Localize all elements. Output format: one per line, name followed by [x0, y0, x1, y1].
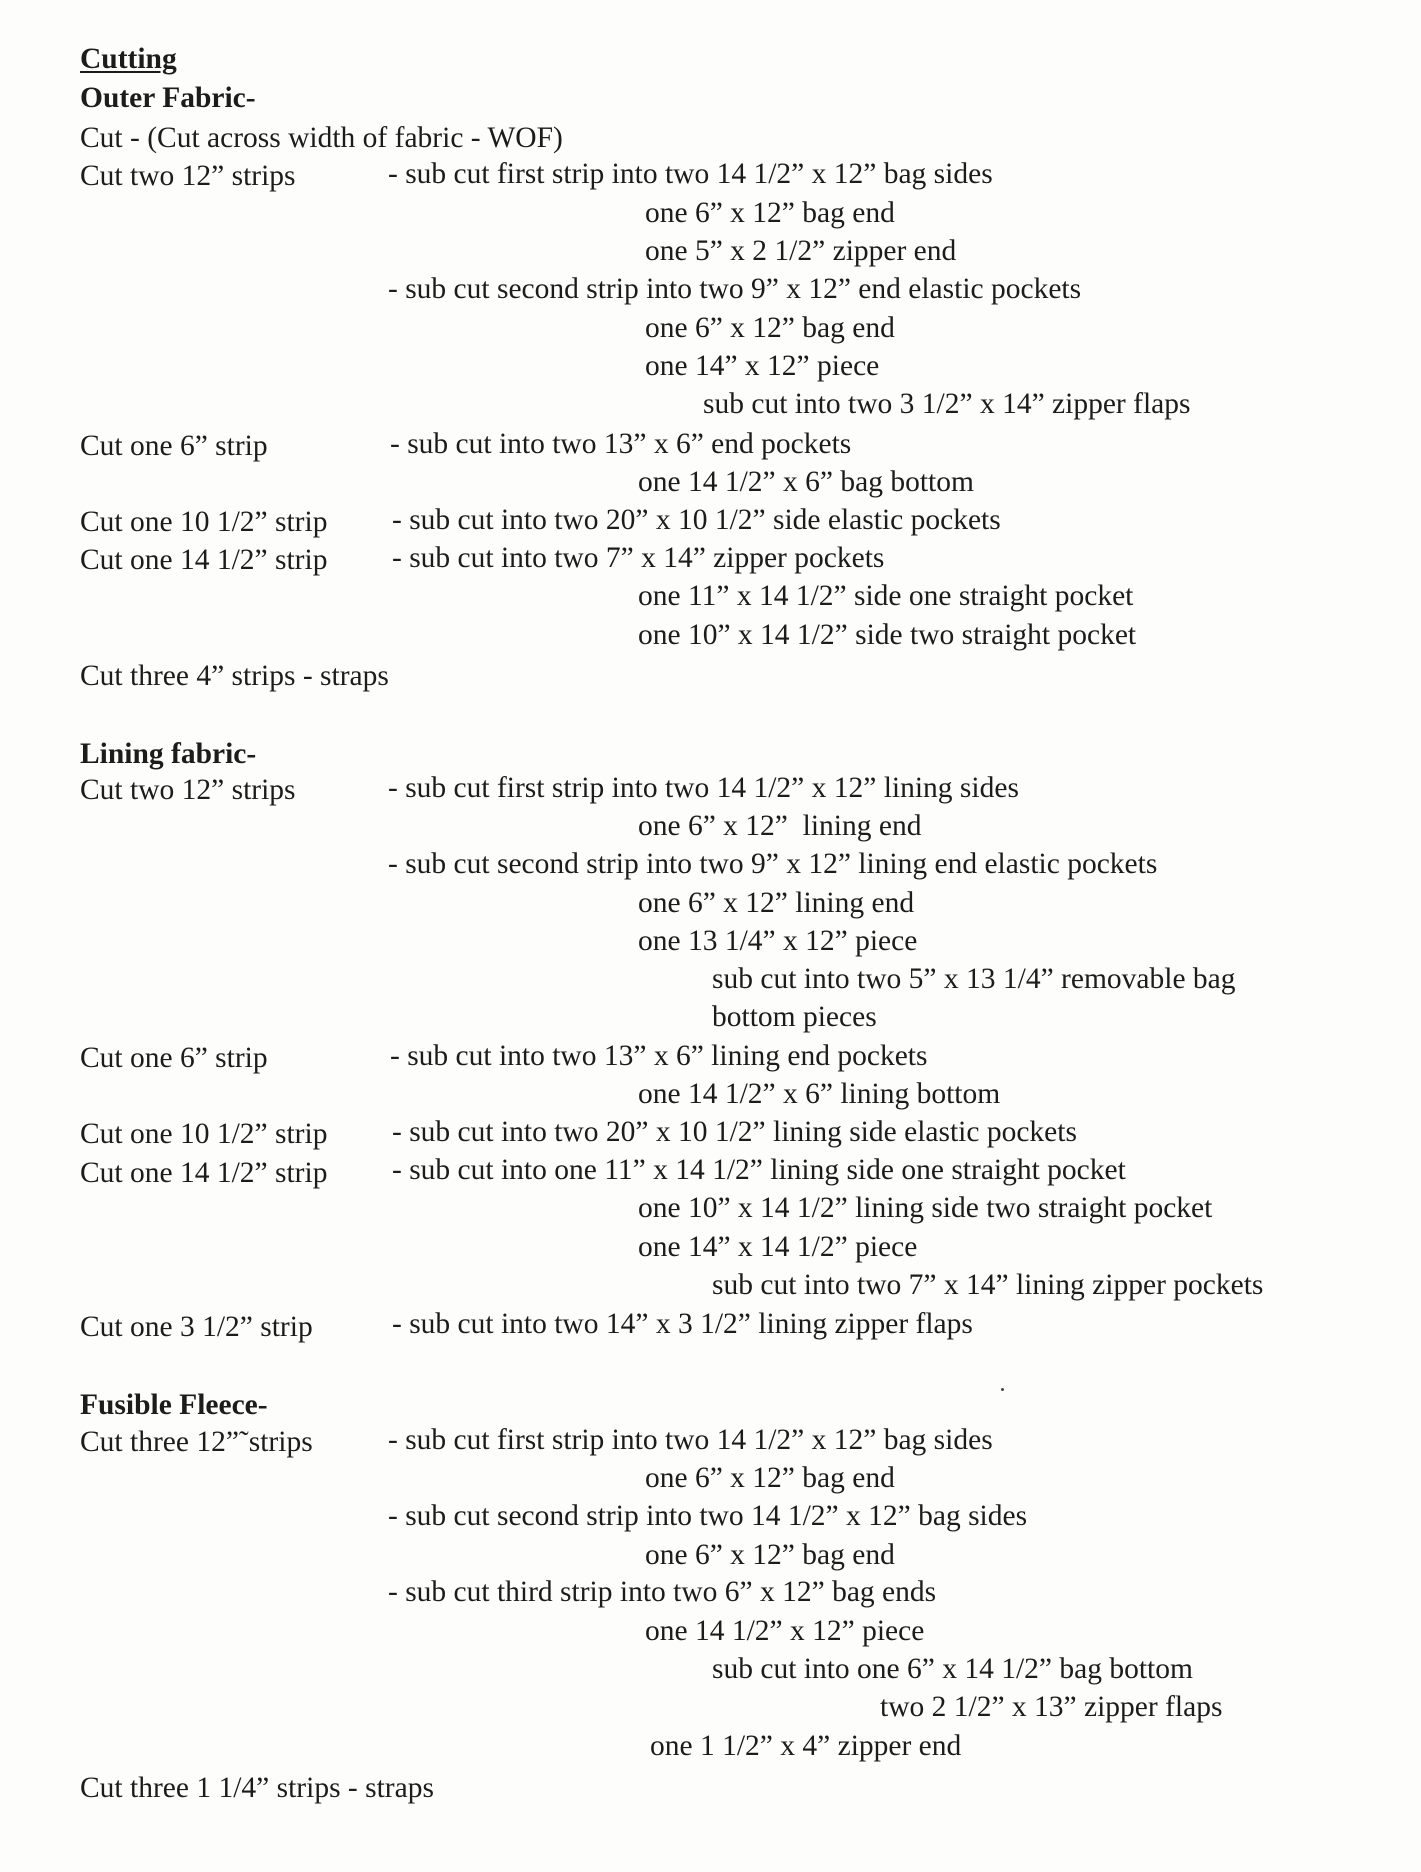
outer-intro: Cut - (Cut across width of fabric - WOF): [80, 122, 563, 154]
lining-strip2-a: one 14 1/2” x 6” lining bottom: [638, 1078, 1001, 1110]
outer-strip4-label: Cut one 14 1/2” strip: [80, 544, 328, 576]
lining-strip1-cut2: - sub cut second strip into two 9” x 12” lining end elastic pockets: [388, 848, 1158, 880]
fleece-strip1-cut3: - sub cut third strip into two 6” x 12” bag ends: [388, 1576, 937, 1608]
outer-straps: Cut three 4” strips - straps: [80, 660, 389, 692]
fleece-strip1-cut3-a: one 14 1/2” x 12” piece: [645, 1615, 925, 1647]
lining-strip5-cut: - sub cut into two 14” x 3 1/2” lining zipper flaps: [392, 1308, 973, 1340]
lining-strip4-a: one 10” x 14 1/2” lining side two straight pocket: [638, 1192, 1213, 1224]
outer-strip2-a: one 14 1/2” x 6” bag bottom: [638, 466, 974, 498]
outer-strip1-cut1: - sub cut first strip into two 14 1/2” x 12” bag sides: [388, 158, 993, 190]
fleece-strip1-cut3-c: two 2 1/2” x 13” zipper flaps: [880, 1691, 1223, 1723]
outer-strip4-b: one 10” x 14 1/2” side two straight pocket: [638, 619, 1137, 651]
lining-strip5-label: Cut one 3 1/2” strip: [80, 1311, 313, 1343]
section-heading-lining-fabric: Lining fabric-: [80, 738, 257, 770]
lining-strip4-b: one 14” x 14 1/2” piece: [638, 1231, 918, 1263]
lining-strip1-label: Cut two 12” strips: [80, 774, 296, 806]
outer-strip2-cut: - sub cut into two 13” x 6” end pockets: [390, 428, 852, 460]
lining-strip4-cut: - sub cut into one 11” x 14 1/2” lining side one straight pocket: [392, 1154, 1126, 1186]
fleece-strip1-label: Cut three 12”˜strips: [80, 1426, 313, 1458]
lining-strip2-label: Cut one 6” strip: [80, 1042, 268, 1074]
lining-strip3-label: Cut one 10 1/2” strip: [80, 1118, 328, 1150]
lining-strip1-cut2-c: sub cut into two 5” x 13 1/4” removable bag: [712, 963, 1236, 995]
fleece-strip1-cut1-a: one 6” x 12” bag end: [645, 1462, 895, 1494]
scan-speck: [1001, 1388, 1004, 1391]
lining-strip1-cut2-c2: bottom pieces: [712, 1001, 877, 1033]
fleece-straps: Cut three 1 1/4” strips - straps: [80, 1772, 434, 1804]
outer-strip1-cut2: - sub cut second strip into two 9” x 12” end elastic pockets: [388, 273, 1082, 305]
outer-strip1-label: Cut two 12” strips: [80, 160, 296, 192]
page-title: Cutting: [80, 43, 177, 75]
lining-strip4-c: sub cut into two 7” x 14” lining zipper pockets: [712, 1269, 1264, 1301]
fleece-strip1-cut2-a: one 6” x 12” bag end: [645, 1539, 895, 1571]
fleece-strip1-cut3-b: sub cut into one 6” x 14 1/2” bag bottom: [712, 1653, 1193, 1685]
lining-strip2-cut: - sub cut into two 13” x 6” lining end pockets: [390, 1040, 928, 1072]
lining-strip1-cut2-a: one 6” x 12” lining end: [638, 887, 915, 919]
outer-strip4-cut: - sub cut into two 7” x 14” zipper pockets: [392, 542, 885, 574]
outer-strip2-label: Cut one 6” strip: [80, 430, 268, 462]
outer-strip1-cut2-a: one 6” x 12” bag end: [645, 312, 895, 344]
outer-strip3-cut: - sub cut into two 20” x 10 1/2” side elastic pockets: [392, 504, 1001, 536]
lining-strip1-cut1-a: one 6” x 12” lining end: [638, 810, 922, 842]
fleece-strip1-cut1: - sub cut first strip into two 14 1/2” x 12” bag sides: [388, 1424, 993, 1456]
fleece-strip1-cut2: - sub cut second strip into two 14 1/2” x 12” bag sides: [388, 1500, 1028, 1532]
lining-strip1-cut1: - sub cut first strip into two 14 1/2” x 12” lining sides: [388, 772, 1019, 804]
lining-strip1-cut2-b: one 13 1/4” x 12” piece: [638, 925, 918, 957]
outer-strip1-cut1-a: one 6” x 12” bag end: [645, 197, 895, 229]
outer-strip4-a: one 11” x 14 1/2” side one straight pocket: [638, 580, 1134, 612]
outer-strip1-cut2-b: one 14” x 12” piece: [645, 350, 880, 382]
outer-strip1-cut1-b: one 5” x 2 1/2” zipper end: [645, 235, 957, 267]
lining-strip3-cut: - sub cut into two 20” x 10 1/2” lining side elastic pockets: [392, 1116, 1077, 1148]
lining-strip4-label: Cut one 14 1/2” strip: [80, 1157, 328, 1189]
outer-strip3-label: Cut one 10 1/2” strip: [80, 506, 328, 538]
section-heading-outer-fabric: Outer Fabric-: [80, 82, 256, 114]
fleece-strip1-cut3-d: one 1 1/2” x 4” zipper end: [650, 1730, 962, 1762]
section-heading-fusible-fleece: Fusible Fleece-: [80, 1389, 268, 1421]
outer-strip1-cut2-c: sub cut into two 3 1/2” x 14” zipper flaps: [703, 388, 1191, 420]
